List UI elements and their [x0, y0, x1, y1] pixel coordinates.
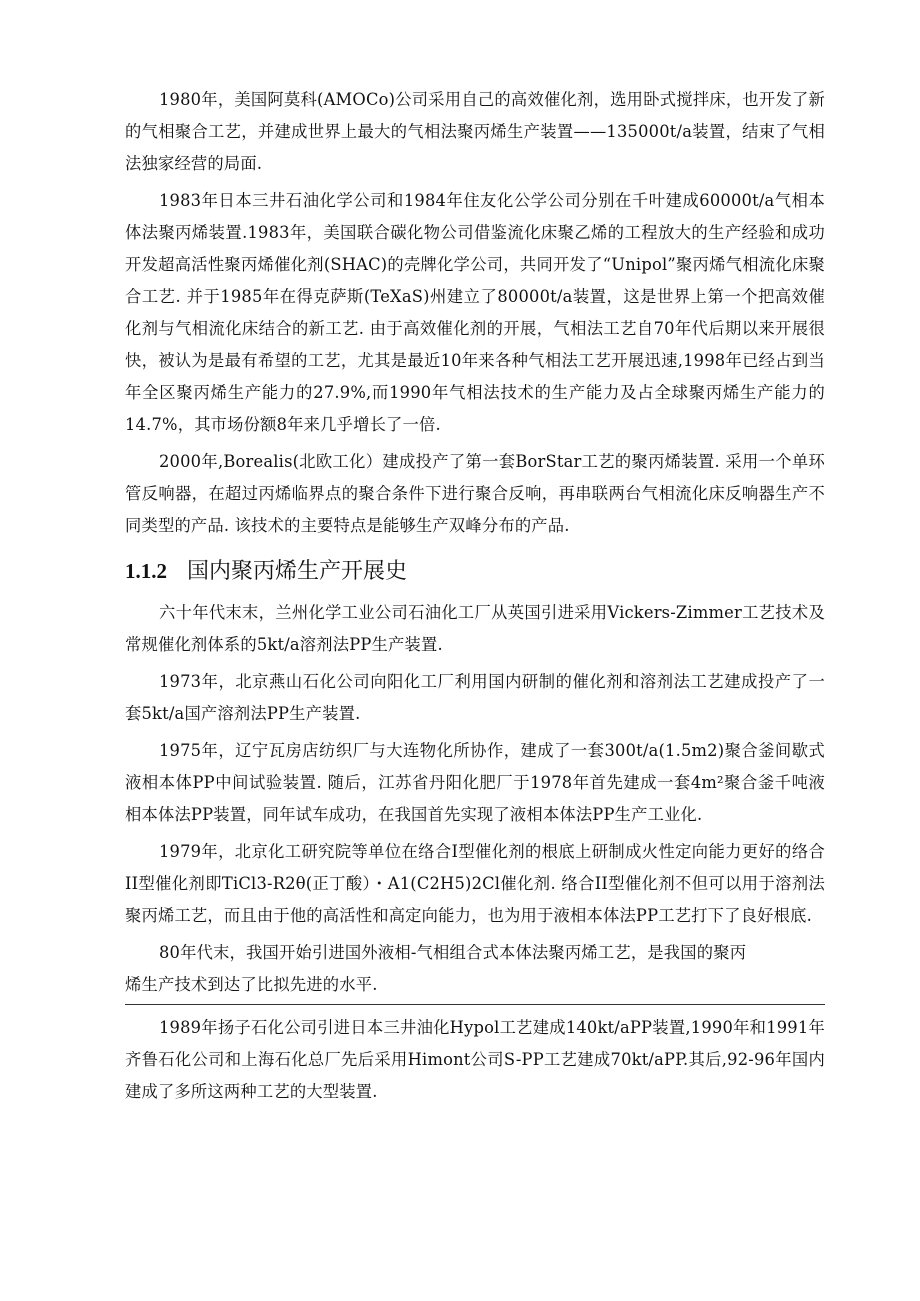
page-content — [125, 84, 825, 1113]
horizontal-rule — [125, 1004, 825, 1005]
section-title: 国内聚丙烯生产开展史 — [187, 559, 408, 584]
paragraph-1983: 1983年日本三井石油化学公司和1984年住友化公学公司分别在千叶建成60000t/a气相本体法聚丙烯装置.1983年，美国联合碳化物公司借鉴流化床聚乙烯的工程放大的生产经验和成功开发超高活性聚丙烯催化剂(SHAC)的壳牌化学公司，共同开发了“Unipol”聚丙烯气相流化床聚合工艺. 并于1985年在得克萨斯(TeXaS)州建立了80000t/a装置，这是世界上第一个把高效催化剂与气相流化床结合的新工艺. 由于高效催化剂的开展，气相法工艺自70年代后期以来开展很快，被认为是最有希望的工艺，尤其是最近10年来各种气相法工艺开展迅速,1998年已经占到当年全区聚丙烯生产能力的27.9%,而1990年气相法技术的生产能力及占全球聚丙烯生产能力的14.7%，其市场份额8年来几乎增长了一倍. — [125, 191, 825, 434]
paragraph-1980: 1980年，美国阿莫科(AMOCo)公司采用自己的高效催化剂，选用卧式搅拌床，也开发了新的气相聚合工艺，并建成世界上最大的气相法聚丙烯生产装置——135000t/a装置，结束了气相法独家经营的局面. — [125, 90, 825, 173]
paragraph-1975: 1975年，辽宁瓦房店纺织厂与大连物化所协作，建成了一套300t/a(1.5m2)聚合釜间歇式液相本体PP中间试验装置. 随后，江苏省丹阳化肥厂于1978年首先建成一套4m²聚合釜千吨液相本体法PP装置，同年试车成功，在我国首先实现了液相本体法PP生产工业化. — [125, 741, 825, 824]
paragraph-2000: 2000年,Borealis(北欧工化）建成投产了第一套BorStar工艺的聚丙烯装置. 采用一个单环管反响器，在超过丙烯临界点的聚合条件下进行聚合反响，再串联两台气相流化床反响器生产不同类型的产品. 该技术的主要特点是能够生产双峰分布的产品. — [125, 452, 825, 535]
paragraph-1980s-line2: 烯生产技术到达了比拟先进的水平. — [125, 975, 378, 994]
paragraph-1973: 1973年，北京燕山石化公司向阳化工厂利用国内研制的催化剂和溶剂法工艺建成投产了一套5kt/a国产溶剂法PP生产装置. — [125, 672, 825, 723]
paragraph-1989: 1989年扬子石化公司引进日本三井油化Hypol工艺建成140kt/aPP装置,1990年和1991年齐鲁石化公司和上海石化总厂先后采用Himont公司S-PP工艺建成70kt/aPP.其后,92-96年国内建成了多所这两种工艺的大型装置. — [125, 1018, 825, 1101]
paragraph-1979: 1979年，北京化工研究院等单位在络合I型催化剂的根底上研制成火性定向能力更好的络合II型催化剂即TiCl3-R2θ(正丁酸）・A1(C2H5)2Cl催化剂. 络合II型催化剂不但可以用于溶剂法聚丙烯工艺，而且由于他的高活性和高定向能力，也为用于液相本体法PP工艺打下了良好根底. — [125, 842, 825, 925]
section-heading — [125, 554, 825, 589]
paragraph-1980s-line1: 80年代末，我国开始引进国外液相-气相组合式本体法聚丙烯工艺，是我国的聚丙 — [159, 943, 747, 962]
section-number: 1.1.2 — [125, 559, 167, 583]
paragraph-1960s: 六十年代末末，兰州化学工业公司石油化工厂从英国引进采用Vickers-Zimmer工艺技术及常规催化剂体系的5kt/a溶剂法PP生产装置. — [125, 603, 825, 654]
